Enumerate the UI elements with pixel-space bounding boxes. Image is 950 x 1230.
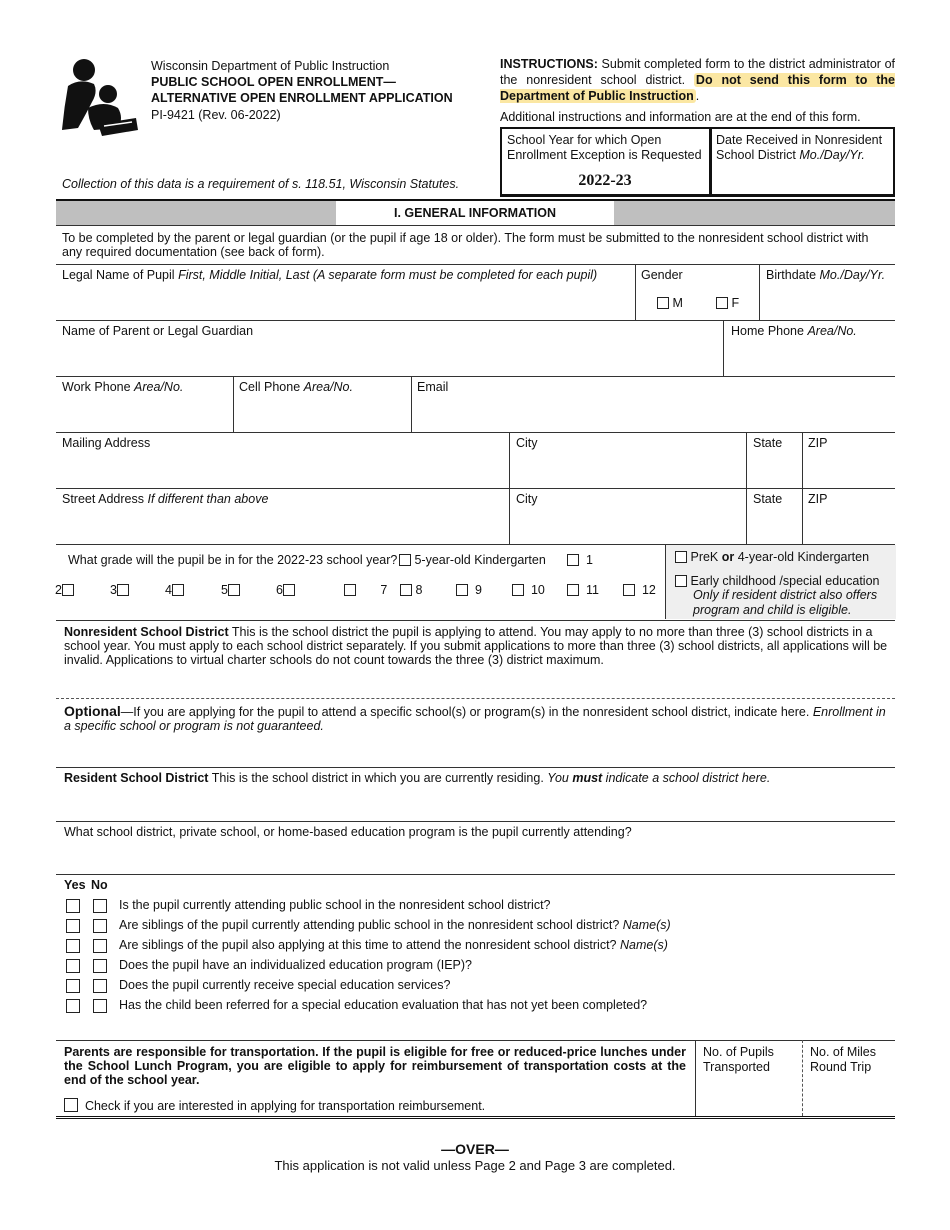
street-address-label[interactable] <box>62 492 268 507</box>
grade-2-label: 2 <box>55 583 62 597</box>
no-checkbox[interactable] <box>93 979 107 993</box>
prek-checkbox[interactable] <box>675 551 687 563</box>
yes-checkbox[interactable] <box>66 999 80 1013</box>
home-phone-text: Home Phone <box>731 324 804 338</box>
form-title-line2: ALTERNATIVE OPEN ENROLLMENT APPLICATION <box>151 91 453 105</box>
section-intro: To be completed by the parent or legal guardian (or the pupil if age 18 or older). The form must be submitted to the nonresident school district with any required documentation (see back of form). <box>62 231 869 259</box>
miles-round-trip-label[interactable]: No. of Miles Round Trip <box>810 1045 876 1074</box>
yes-no-question <box>119 998 647 1012</box>
cell-phone-text: Cell Phone <box>239 380 301 394</box>
street-state-label[interactable]: State <box>753 492 783 506</box>
legal-name-label[interactable] <box>62 268 632 283</box>
grade-7-option[interactable] <box>344 583 387 598</box>
date-received-label <box>716 133 891 163</box>
grade-7-checkbox[interactable] <box>344 584 356 596</box>
current-school-question[interactable]: What school district, private school, or home-based education program is the pupil currently attending? <box>64 825 632 839</box>
resident-note-b: indicate a school district here. <box>602 771 771 785</box>
mailing-zip-label[interactable]: ZIP <box>808 436 828 450</box>
street-zip-label[interactable]: ZIP <box>808 492 828 506</box>
no-checkbox[interactable] <box>93 999 107 1013</box>
prek-option[interactable] <box>675 550 890 565</box>
grade-5-option[interactable] <box>221 583 240 598</box>
no-checkbox[interactable] <box>93 919 107 933</box>
dpi-logo-icon <box>58 58 140 140</box>
early-childhood-option[interactable] <box>675 574 890 589</box>
question-note: Name(s) <box>622 918 671 932</box>
yes-header: Yes <box>64 878 86 892</box>
gender-f-label: F <box>731 296 740 310</box>
grade-3-option[interactable] <box>110 583 129 598</box>
grade-8-checkbox[interactable] <box>400 584 412 596</box>
additional-instructions: Additional instructions and information are at the end of this form. <box>500 110 861 124</box>
optional-body: —If you are applying for the pupil to attend a specific school(s) or program(s) in the nonresident school district, indicate here. <box>120 705 813 719</box>
grade-k5-label: 5-year-old Kindergarten <box>414 553 546 567</box>
grade-3-label: 3 <box>110 583 117 597</box>
birthdate-label[interactable] <box>766 268 885 283</box>
agency-name: Wisconsin Department of Public Instruction <box>151 59 390 73</box>
school-year-value: 2022-23 <box>578 172 632 189</box>
grade-9-label: 9 <box>474 583 482 597</box>
pupils-transported-label[interactable]: No. of Pupils Transported <box>703 1045 774 1074</box>
no-header: No <box>91 878 108 892</box>
grade-6-label: 6 <box>276 583 283 597</box>
grade-11-option[interactable] <box>567 583 599 598</box>
grade-3-checkbox[interactable] <box>117 584 129 596</box>
transport-checkbox-label: Check if you are interested in applying for transportation reimbursement. <box>84 1099 486 1113</box>
grade-12-label: 12 <box>641 583 656 597</box>
grade-12-checkbox[interactable] <box>623 584 635 596</box>
optional-note: Enrollment in a specific school or program is not guaranteed. <box>64 705 886 733</box>
grade-2-checkbox[interactable] <box>62 584 74 596</box>
grade-1-label: 1 <box>585 553 593 567</box>
gender-m-option[interactable] <box>657 296 683 311</box>
section-title: I. GENERAL INFORMATION <box>336 201 614 225</box>
yes-checkbox[interactable] <box>66 899 80 913</box>
yes-no-question <box>119 958 472 972</box>
resident-note-must: must <box>572 771 603 785</box>
yes-no-question <box>119 918 671 932</box>
gender-m-checkbox[interactable] <box>657 297 669 309</box>
date-received-text: Date Received in Nonresident School District <box>716 133 883 162</box>
grade-4-option[interactable] <box>165 583 184 598</box>
legal-name-text: Legal Name of Pupil <box>62 268 175 282</box>
mailing-address-label[interactable]: Mailing Address <box>62 436 151 450</box>
home-phone-format: Area/No. <box>807 324 857 338</box>
grade-8-option[interactable] <box>400 583 422 598</box>
birthdate-format: Mo./Day/Yr. <box>819 268 886 282</box>
mailing-state-label[interactable]: State <box>753 436 783 450</box>
form-number: PI-9421 (Rev. 06-2022) <box>151 108 281 122</box>
grade-10-label: 10 <box>530 583 545 597</box>
grade-11-label: 11 <box>585 583 599 597</box>
grade-k5-option[interactable] <box>399 553 546 568</box>
no-checkbox[interactable] <box>93 899 107 913</box>
question-text: Has the child been referred for a special education evaluation that has not yet been completed? <box>119 998 648 1012</box>
yes-checkbox[interactable] <box>66 919 80 933</box>
over-label: —OVER— <box>441 1141 509 1157</box>
work-phone-format: Area/No. <box>134 380 184 394</box>
grade-9-option[interactable] <box>456 583 482 598</box>
gender-label: Gender <box>641 268 683 282</box>
birthdate-text: Birthdate <box>766 268 817 282</box>
resident-district-text <box>64 771 890 786</box>
resident-district-label: Resident School District <box>64 771 209 785</box>
cell-phone-label[interactable] <box>239 380 353 395</box>
gender-m-label: M <box>672 296 683 310</box>
grade-6-option[interactable] <box>276 583 295 598</box>
yes-no-question <box>119 898 551 912</box>
resident-district-body: This is the school district in which you are currently residing. <box>208 771 548 785</box>
grade-6-checkbox[interactable] <box>283 584 295 596</box>
instructions-label: INSTRUCTIONS: <box>500 57 598 71</box>
email-label[interactable]: Email <box>417 380 449 394</box>
no-checkbox[interactable] <box>93 959 107 973</box>
grade-question: What grade will the pupil be in for the 2022-23 school year? <box>68 553 398 567</box>
transport-checkbox[interactable] <box>64 1098 78 1112</box>
validity-note: This application is not valid unless Page 2 and Page 3 are completed. <box>274 1158 676 1173</box>
grade-k5-checkbox[interactable] <box>399 554 411 566</box>
street-address-text: Street Address <box>62 492 144 506</box>
prek-label-b: 4-year-old Kindergarten <box>734 550 870 564</box>
yes-checkbox[interactable] <box>66 939 80 953</box>
statute-note: Collection of this data is a requirement of s. 118.51, Wisconsin Statutes. <box>62 177 460 191</box>
date-received-format: Mo./Day/Yr. <box>799 148 865 162</box>
parent-name-label[interactable]: Name of Parent or Legal Guardian <box>62 324 254 338</box>
grade-9-checkbox[interactable] <box>456 584 468 596</box>
mailing-city-label[interactable]: City <box>516 436 538 450</box>
grade-4-label: 4 <box>165 583 172 597</box>
question-text: Does the pupil have an individualized education program (IEP)? <box>119 958 472 972</box>
question-text: Are siblings of the pupil currently attending public school in the nonresident school district? <box>119 918 623 932</box>
question-text: Are siblings of the pupil also applying at this time to attend the nonresident school district? <box>119 938 620 952</box>
school-year-label: School Year for which Open Enrollment Exception is Requested <box>507 133 702 162</box>
prek-label-or: or <box>721 550 735 564</box>
yes-no-question <box>119 938 668 952</box>
transport-text: Parents are responsible for transportation. If the pupil is eligible for free or reduced-price lunches under the School Lunch Program, you are eligible to apply for reimbursement of transportation costs at the end of the school year. <box>64 1045 686 1087</box>
gender-f-checkbox[interactable] <box>716 297 728 309</box>
street-address-hint: If different than above <box>147 492 269 506</box>
optional-label: Optional <box>64 703 121 719</box>
resident-note-a: You <box>547 771 573 785</box>
grade-10-option[interactable] <box>512 583 545 598</box>
question-note: Name(s) <box>619 938 668 952</box>
yes-checkbox[interactable] <box>66 959 80 973</box>
work-phone-text: Work Phone <box>62 380 131 394</box>
instructions <box>500 56 895 104</box>
grade-2-option[interactable] <box>55 583 74 598</box>
grade-4-checkbox[interactable] <box>172 584 184 596</box>
work-phone-label[interactable] <box>62 380 183 395</box>
early-childhood-label: Early childhood /special education <box>690 574 880 588</box>
gender-f-option[interactable] <box>716 296 739 311</box>
prek-label-a: PreK <box>690 550 722 564</box>
question-text: Is the pupil currently attending public school in the nonresident school district? <box>119 898 551 912</box>
no-checkbox[interactable] <box>93 939 107 953</box>
question-text: Does the pupil currently receive special education services? <box>119 978 451 992</box>
grade-7-label: 7 <box>380 583 388 597</box>
instructions-text: Submit completed form to the district administrator of the nonresident school district. <box>500 57 895 87</box>
grade-5-checkbox[interactable] <box>228 584 240 596</box>
grade-1-checkbox[interactable] <box>567 554 579 566</box>
early-childhood-checkbox[interactable] <box>675 575 687 587</box>
grade-12-option[interactable] <box>623 583 656 598</box>
street-city-label[interactable]: City <box>516 492 538 506</box>
yes-no-question <box>119 978 450 992</box>
home-phone-label[interactable] <box>731 324 857 339</box>
instructions-period: . <box>695 89 700 103</box>
nonresident-district-body: This is the school district the pupil is applying to attend. You may apply to no more than three (3) school districts in a school year. You must apply to each school district separately. If you submit applications to more than three (3) school districts, all applications will be invalid. Applications to virtual charter schools do not count towards the three (3) district maximum. <box>64 625 888 667</box>
grade-5-label: 5 <box>221 583 228 597</box>
optional-text <box>64 704 890 733</box>
nonresident-district-text <box>64 625 890 667</box>
grade-10-checkbox[interactable] <box>512 584 524 596</box>
instructions-highlight: Do not send this form to the Department of Public Instruction <box>500 73 895 103</box>
grade-1-option[interactable] <box>567 553 593 568</box>
cell-phone-format: Area/No. <box>303 380 353 394</box>
yes-checkbox[interactable] <box>66 979 80 993</box>
legal-name-hint: First, Middle Initial, Last (A separate form must be completed for each pupil) <box>178 268 598 282</box>
grade-11-checkbox[interactable] <box>567 584 579 596</box>
nonresident-district-label: Nonresident School District <box>64 625 229 639</box>
grade-8-label: 8 <box>415 583 423 597</box>
transport-option[interactable] <box>64 1098 686 1114</box>
form-title-line1: PUBLIC SCHOOL OPEN ENROLLMENT— <box>151 75 396 89</box>
early-childhood-note: Only if resident district also offers program and child is eligible. <box>693 588 878 617</box>
